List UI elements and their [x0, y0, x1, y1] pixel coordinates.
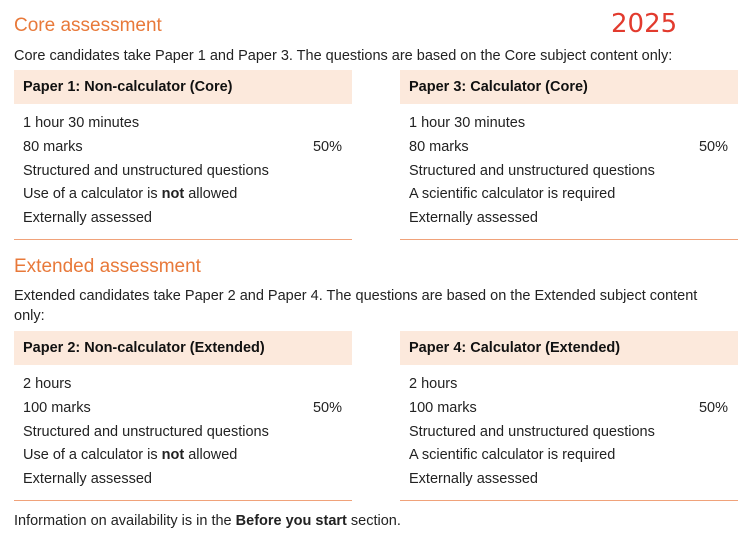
paper3-question-type-row	[409, 160, 729, 184]
paper3-question-type: Structured and unstructured questions	[409, 162, 655, 179]
paper2-marks-row	[23, 397, 343, 421]
paper4-question-type: Structured and unstructured questions	[409, 423, 655, 440]
paper1-assessment: Externally assessed	[23, 210, 152, 227]
paper4-details	[400, 365, 738, 500]
paper4-duration-row	[409, 373, 729, 397]
paper4-duration: 2 hours	[409, 376, 458, 392]
paper4-heading: Paper 4: Calculator (Extended)	[400, 331, 738, 365]
paper1-duration: 1 hour 30 minutes	[23, 115, 140, 131]
paper3-marks-row	[409, 136, 729, 160]
paper1-card	[14, 70, 352, 240]
paper4-weight: 50%	[698, 399, 728, 416]
paper3-card	[400, 70, 738, 240]
paper1-weight: 50%	[312, 138, 342, 155]
paper2-calc-bold: not	[161, 447, 185, 464]
paper3-assessment-row	[409, 207, 729, 231]
paper4-assessment: Externally assessed	[409, 471, 538, 488]
paper4-calculator-rule: A scientific calculator is required	[409, 447, 616, 464]
paper3-calculator-rule: A scientific calculator is required	[409, 186, 616, 203]
paper1-marks: 80 marks	[23, 138, 83, 155]
paper4-calculator-row	[409, 444, 729, 468]
paper3-duration: 1 hour 30 minutes	[409, 115, 526, 131]
paper1-marks-row	[23, 136, 343, 160]
paper4-marks: 100 marks	[409, 399, 477, 416]
paper2-duration: 2 hours	[23, 376, 72, 392]
paper2-question-type: Structured and unstructured questions	[23, 423, 269, 440]
paper2-heading: Paper 2: Non-calculator (Extended)	[14, 331, 352, 365]
paper2-weight: 50%	[312, 399, 342, 416]
paper1-duration-row	[23, 112, 343, 136]
paper3-assessment: Externally assessed	[409, 210, 538, 227]
paper1-calc-prefix: Use of a calculator is	[23, 186, 162, 203]
paper2-duration-row	[23, 373, 343, 397]
paper1-assessment-row	[23, 207, 343, 231]
paper1-question-type-row	[23, 160, 343, 184]
paper1-heading: Paper 1: Non-calculator (Core)	[14, 70, 352, 104]
paper2-assessment-row	[23, 468, 343, 492]
core-assessment-heading: Core assessment	[14, 15, 162, 36]
paper2-question-type-row	[23, 421, 343, 445]
paper2-marks: 100 marks	[23, 399, 91, 416]
paper1-calculator-rule	[23, 183, 237, 207]
availability-note	[14, 513, 401, 529]
paper1-calc-suffix: allowed	[184, 186, 238, 203]
paper4-card	[400, 331, 738, 501]
paper2-assessment: Externally assessed	[23, 471, 152, 488]
paper4-marks-row	[409, 397, 729, 421]
availability-note-prefix: Information on availability is in the	[14, 513, 236, 529]
paper4-question-type-row	[409, 421, 729, 445]
extended-intro-text: Extended candidates take Paper 2 and Paper 4. The questions are based on the Extended subject content only:	[14, 288, 698, 324]
paper2-card	[14, 331, 352, 501]
paper3-marks: 80 marks	[409, 138, 469, 155]
paper3-duration-row	[409, 112, 729, 136]
year-label: 2025	[611, 9, 678, 39]
extended-assessment-heading: Extended assessment	[14, 256, 201, 277]
paper1-calc-bold: not	[161, 186, 185, 203]
paper1-calculator-row	[23, 183, 343, 207]
paper2-calc-suffix: allowed	[184, 447, 238, 464]
paper2-calculator-row	[23, 444, 343, 468]
before-you-start-reference: Before you start	[235, 513, 347, 529]
availability-note-suffix: section.	[346, 513, 401, 529]
paper1-details	[14, 104, 352, 239]
paper4-assessment-row	[409, 468, 729, 492]
paper1-question-type: Structured and unstructured questions	[23, 162, 269, 179]
paper3-weight: 50%	[698, 138, 728, 155]
paper2-calc-prefix: Use of a calculator is	[23, 447, 162, 464]
paper3-details	[400, 104, 738, 239]
paper2-calculator-rule	[23, 444, 237, 468]
core-intro-text: Core candidates take Paper 1 and Paper 3. The questions are based on the Core subject content only:	[14, 48, 673, 64]
paper3-heading: Paper 3: Calculator (Core)	[400, 70, 738, 104]
paper3-calculator-row	[409, 183, 729, 207]
paper2-details	[14, 365, 352, 500]
